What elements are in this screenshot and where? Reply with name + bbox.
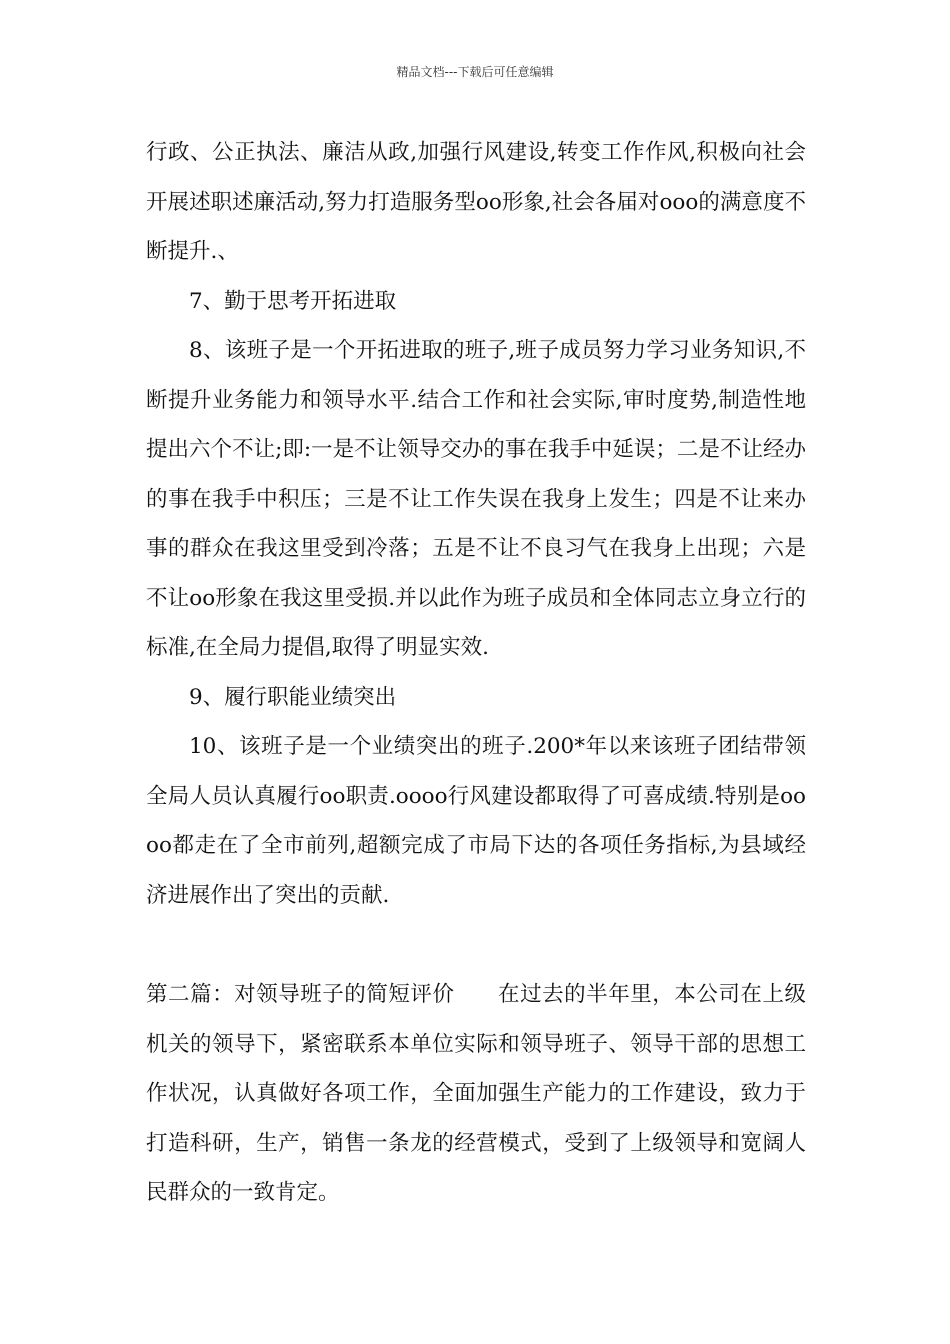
section-two	[146, 970, 806, 1218]
paragraph-item-8: 8、该班子是一个开拓进取的班子,班子成员努力学习业务知识,不断提升业务能力和领导水平.结合工作和社会实际,审时度势,制造性地提出六个不让;即:一是不让领导交办的事在我手中延误；二是不让经办的事在我手中积压；三是不让工作失误在我身上发生；四是不让来办事的群众在我这里受到冷落；五是不让不良习气在我身上出现；六是不让oo形象在我这里受损.并以此作为班子成员和全体同志立身立行的标准,在全局力提倡,取得了明显实效.	[146, 338, 806, 660]
page-header: 精品文档---下载后可任意编辑	[396, 65, 554, 79]
document-body	[146, 128, 806, 1218]
section-two-title: 第二篇：对领导班子的简短评价	[146, 982, 455, 1007]
paragraph-gap	[146, 920, 806, 970]
section-two-body: 在过去的半年里，本公司在上级机关的领导下，紧密联系本单位实际和领导班子、领导干部的思想工作状况，认真做好各项工作，全面加强生产能力的工作建设，致力于打造科研，生产，销售一条龙的经营模式，受到了上级领导和宽阔人民群众的一致肯定。	[146, 982, 806, 1205]
paragraph-item-9: 9、履行职能业绩突出	[189, 684, 397, 710]
paragraph-item-10: 10、该班子是一个业绩突出的班子.200*年以来该班子团结带领全局人员认真履行oo职责.oooo行风建设都取得了可喜成绩.特别是oooo都走在了全市前列,超额完成了市局下达的各项任务指标,为县域经济进展作出了突出的贡献.	[146, 734, 806, 908]
paragraph-continuation: 行政、公正执法、廉洁从政,加强行风建设,转变工作作风,积极向社会开展述职述廉活动,努力打造服务型oo形象,社会各届对ooo的满意度不断提升.、	[146, 140, 806, 264]
paragraph-item-7: 7、勤于思考开拓进取	[189, 288, 397, 314]
section-two-spacer	[455, 982, 498, 1007]
